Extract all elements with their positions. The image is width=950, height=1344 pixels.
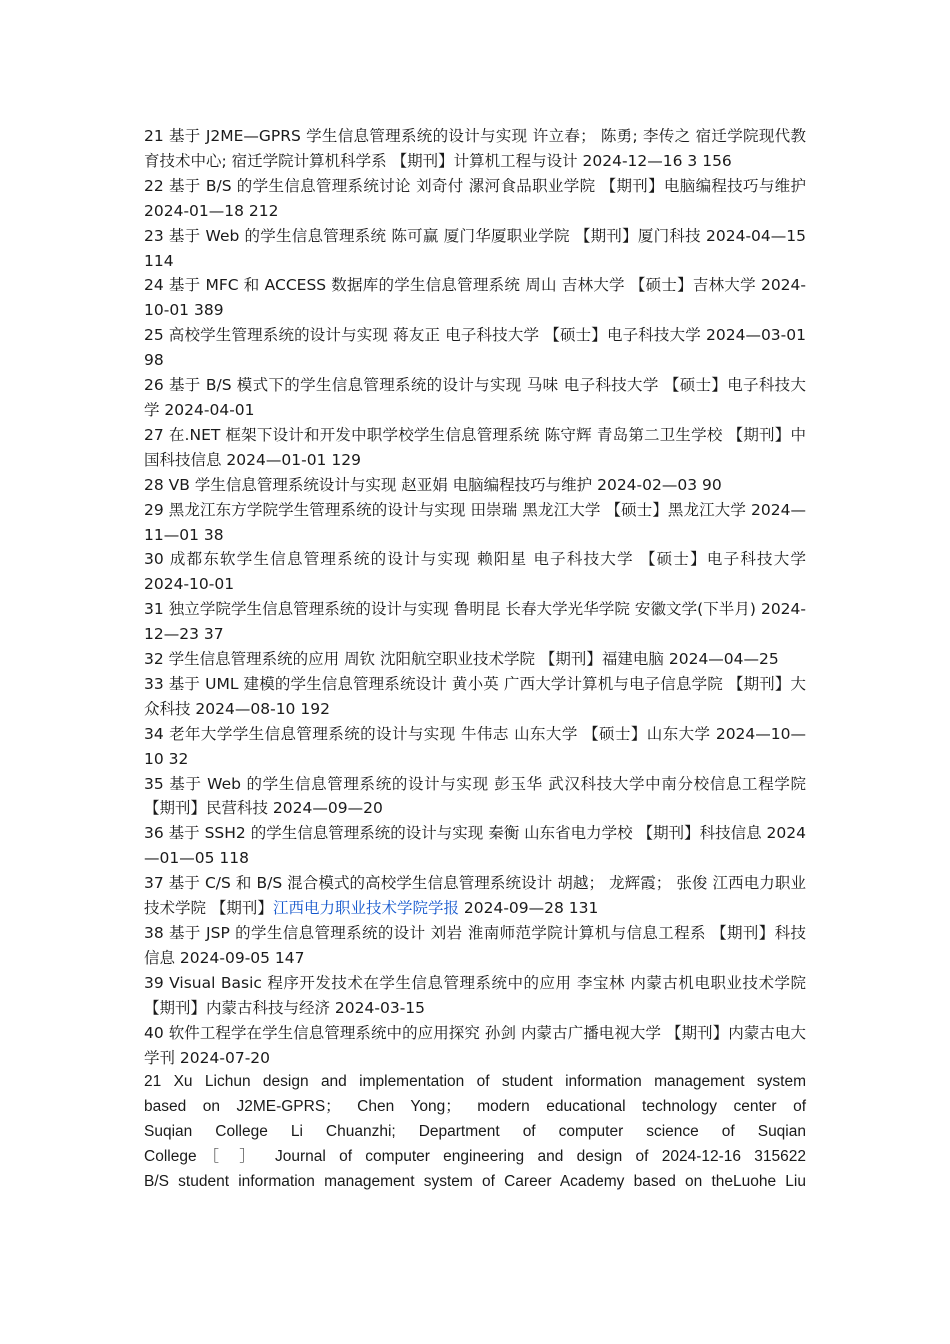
english-line: based on J2ME-GPRS； Chen Yong； modern educational technology center of — [144, 1098, 806, 1116]
reference-item: 33 基于 UML 建模的学生信息管理系统设计 黄小英 广西大学计算机与电子信息学院 【期刊】大众科技 2024—08-10 192 — [144, 674, 806, 718]
english-translation — [144, 1070, 806, 1195]
english-line: College［ ］ Journal of computer engineering and design of 2024-12-16 315622 — [144, 1148, 806, 1166]
english-line: 21 Xu Lichun design and implementation of student information management system — [144, 1073, 806, 1091]
reference-item: 40 软件工程学在学生信息管理系统中的应用探究 孙剑 内蒙古广播电视大学 【期刊】内蒙古电大学刊 2024-07-20 — [144, 1023, 806, 1067]
reference-item-with-link — [144, 871, 806, 921]
reference-item: 25 高校学生管理系统的设计与实现 蒋友正 电子科技大学 【硕士】电子科技大学 2024—03-01 98 — [144, 326, 806, 370]
reference-text: 2024-09—28 131 — [458, 899, 599, 918]
reference-item: 26 基于 B/S 模式下的学生信息管理系统的设计与实现 马味 电子科技大学 【硕士】电子科技大学 2024-04-01 — [144, 376, 806, 419]
journal-link[interactable]: 江西电力职业技术学院学报 — [272, 899, 459, 918]
reference-item: 38 基于 JSP 的学生信息管理系统的设计 刘岩 淮南师范学院计算机与信息工程系 【期刊】科技信息 2024-09-05 147 — [144, 924, 806, 967]
reference-item: 30 成都东软学生信息管理系统的设计与实现 赖阳星 电子科技大学 【硕士】电子科技大学 2024-10-01 — [144, 550, 806, 594]
reference-item: 28 VB 学生信息管理系统设计与实现 赵亚娟 电脑编程技巧与维护 2024-02—03 90 — [144, 475, 722, 494]
english-line: B/S student information management system of Career Academy based on theLuohe Liu — [144, 1173, 806, 1191]
english-line: Suqian College Li Chuanzhi; Department of computer science of Suqian — [144, 1123, 806, 1141]
reference-item: 21 基于 J2ME—GPRS 学生信息管理系统的设计与实现 许立春； 陈勇; 李传之 宿迁学院现代教育技术中心; 宿迁学院计算机科学系 【期刊】计算机工程与设计 2024-12—16 3 156 — [144, 127, 806, 170]
reference-item: 32 学生信息管理系统的应用 周钦 沈阳航空职业技术学院 【期刊】福建电脑 2024—04—25 — [144, 650, 779, 669]
reference-item: 29 黑龙江东方学院学生管理系统的设计与实现 田崇瑞 黑龙江大学 【硕士】黑龙江大学 2024—11—01 38 — [144, 500, 806, 544]
reference-item: 24 基于 MFC 和 ACCESS 数据库的学生信息管理系统 周山 吉林大学 【硕士】吉林大学 2024-10-01 389 — [144, 276, 806, 320]
reference-item: 36 基于 SSH2 的学生信息管理系统的设计与实现 秦衡 山东省电力学校 【期刊】科技信息 2024—01—05 118 — [144, 824, 806, 868]
reference-item: 23 基于 Web 的学生信息管理系统 陈可赢 厦门华厦职业学院 【期刊】厦门科技 2024-04—15 114 — [144, 226, 806, 270]
reference-list — [144, 124, 806, 1195]
reference-item: 31 独立学院学生信息管理系统的设计与实现 鲁明昆 长春大学光华学院 安徽文学(下半月) 2024-12—23 37 — [144, 600, 806, 644]
reference-item: 34 老年大学学生信息管理系统的设计与实现 牛伟志 山东大学 【硕士】山东大学 2024—10—10 32 — [144, 724, 806, 768]
reference-item: 35 基于 Web 的学生信息管理系统的设计与实现 彭玉华 武汉科技大学中南分校信息工程学院 【期刊】民营科技 2024—09—20 — [144, 774, 806, 818]
reference-text: 37 基于 C/S 和 B/S 混合模式的高校学生信息管理系统设计 胡越； 龙辉霞； 张俊 江西电力职业技术学院 【期刊】 — [144, 874, 806, 918]
reference-item: 27 在.NET 框架下设计和开发中职学校学生信息管理系统 陈守辉 青岛第二卫生学校 【期刊】中国科技信息 2024—01-01 129 — [144, 425, 806, 469]
reference-item: 39 Visual Basic 程序开发技术在学生信息管理系统中的应用 李宝林 内蒙古机电职业技术学院 【期刊】内蒙古科技与经济 2024-03-15 — [144, 973, 806, 1017]
reference-item: 22 基于 B/S 的学生信息管理系统讨论 刘奇付 漯河食品职业学院 【期刊】电脑编程技巧与维护 2024-01—18 212 — [144, 176, 806, 220]
